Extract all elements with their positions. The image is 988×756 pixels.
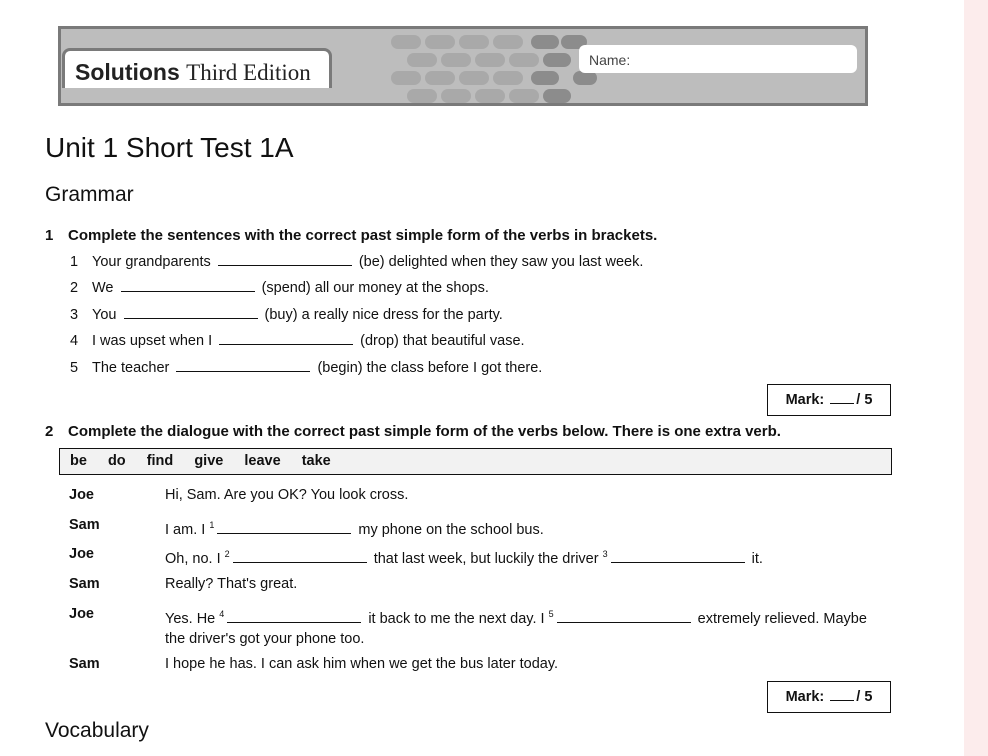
speaker-label: Joe: [69, 487, 94, 503]
dialogue-line: Yes. He $^4$ it back to me the next day. I $^5$ extremely relieved. Maybe the driver's got your phone too.: [165, 609, 867, 647]
word-box: [59, 448, 892, 475]
q1-item: 5 The teacher (begin) the class before I got there.: [70, 360, 543, 376]
q1-instruction: 1 Complete the sentences with the correct past simple form of the verbs in brackets.: [45, 227, 658, 244]
q2-instruction: 2 Complete the dialogue with the correct past simple form of the verbs below. There is one extra verb.: [45, 423, 781, 440]
word-item: find: [146, 453, 174, 469]
q1-item: 4 I was upset when I (drop) that beautiful vase.: [70, 333, 525, 349]
page-title: Unit 1 Short Test 1A: [45, 132, 294, 163]
answer-blank[interactable]: [124, 306, 258, 319]
speaker-label: Sam: [69, 517, 100, 533]
q1-item: 2 We (spend) all our money at the shops.: [70, 280, 489, 296]
word-item: be: [70, 453, 87, 469]
q2-mark-box: Mark: / 5: [767, 681, 891, 713]
brand-logo: Solutions Third Edition: [75, 59, 311, 85]
dialogue-line: Really? That's great.: [165, 576, 298, 592]
page-edge-strip: [964, 0, 988, 756]
answer-blank[interactable]: [121, 279, 255, 292]
answer-blank[interactable]: [217, 521, 351, 534]
answer-blank[interactable]: [611, 550, 745, 563]
speaker-label: Sam: [69, 656, 100, 672]
q1-item: 1 Your grandparents (be) delighted when they saw you last week.: [70, 254, 644, 270]
dialogue-line: I am. I $^1$ my phone on the school bus.: [165, 520, 544, 538]
q1-mark-box: Mark: / 5: [767, 384, 891, 416]
dialogue-line: Oh, no. I $^2$ that last week, but luckily the driver $^3$ it.: [165, 549, 763, 567]
answer-blank[interactable]: [233, 550, 367, 563]
name-field[interactable]: [579, 45, 857, 73]
answer-blank[interactable]: [227, 610, 361, 623]
answer-blank[interactable]: [219, 332, 353, 345]
section-vocabulary: Vocabulary: [45, 719, 149, 742]
answer-blank[interactable]: [176, 359, 310, 372]
speaker-label: Joe: [69, 546, 94, 562]
speaker-label: Sam: [69, 576, 100, 592]
section-grammar: Grammar: [45, 183, 134, 206]
dialogue-line: I hope he has. I can ask him when we get the bus later today.: [165, 656, 559, 672]
dialogue-line: Hi, Sam. Are you OK? You look cross.: [165, 487, 409, 503]
mark-blank[interactable]: [830, 690, 854, 701]
word-item: leave: [244, 453, 281, 469]
speaker-label: Joe: [69, 606, 94, 622]
answer-blank[interactable]: [557, 610, 691, 623]
word-item: do: [107, 453, 126, 469]
name-label: Name:: [589, 52, 631, 68]
word-item: take: [301, 453, 331, 469]
q1-item: 3 You (buy) a really nice dress for the party.: [70, 307, 503, 323]
brand-tab: [62, 48, 332, 88]
answer-blank[interactable]: [218, 253, 352, 266]
mark-blank[interactable]: [830, 393, 854, 404]
word-item: give: [194, 453, 224, 469]
